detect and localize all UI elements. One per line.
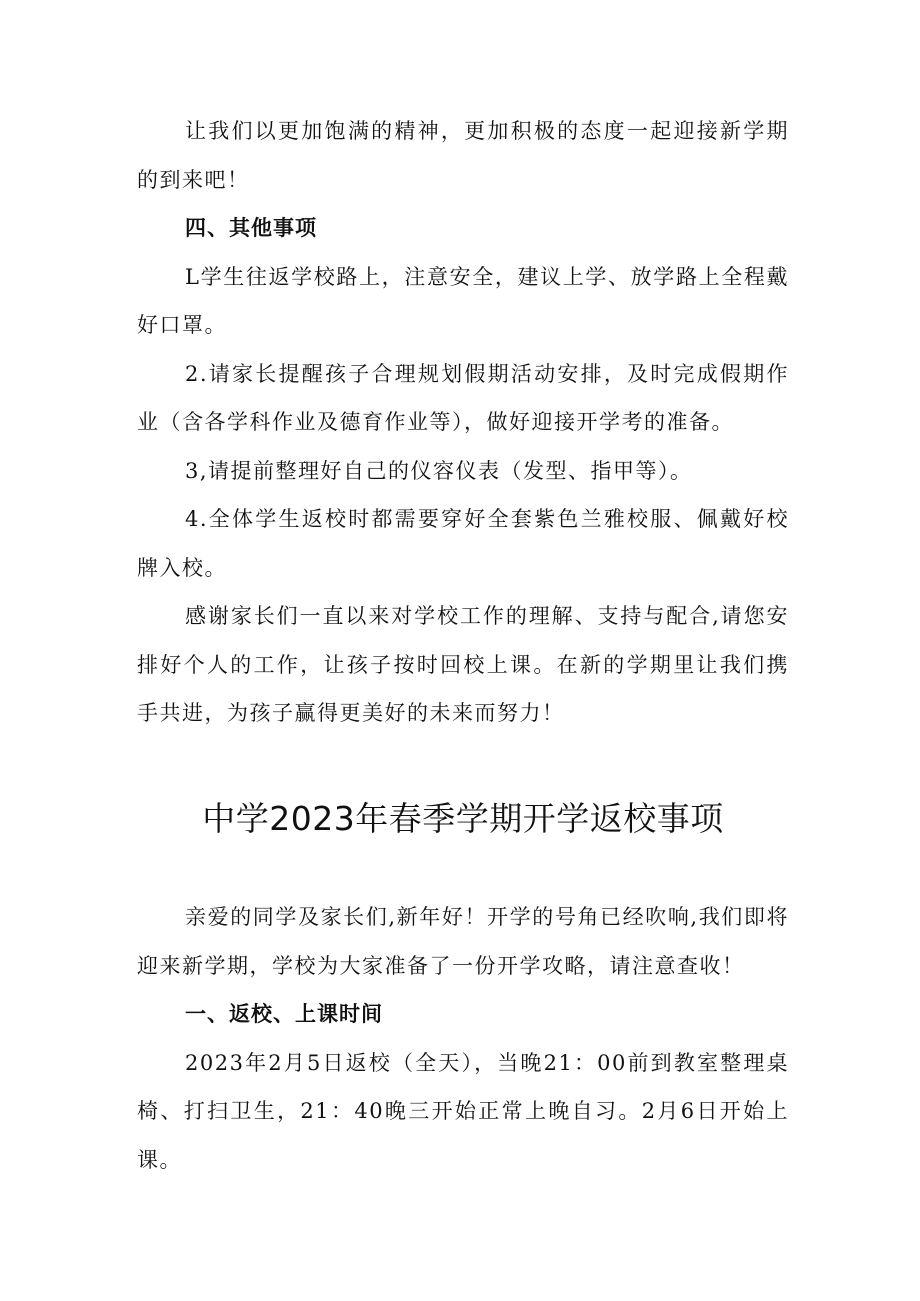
item-2-homework: 2.请家长提醒孩子合理规划假期活动安排，及时完成假期作业（含各学科作业及德育作业等），做好迎接开学考的准备。: [137, 361, 789, 434]
greeting-paragraph: 亲爱的同学及家长们,新年好！开学的号角已经吹响,我们即将迎来新学期，学校为大家准备了一份开学攻略，请注意查收！: [137, 905, 789, 978]
thanks-paragraph: 感谢家长们一直以来对学校工作的理解、支持与配合,请您安排好个人的工作，让孩子按时回校上课。在新的学期里让我们携手共进，为孩子赢得更美好的未来而努力！: [137, 604, 789, 725]
schedule-paragraph: 2023年2月5日返校（全天），当晚21：00前到教室整理桌椅、打扫卫生，21：40晚三开始正常上晚自习。2月6日开始上课。: [137, 1050, 789, 1172]
previous-document-tail: [137, 107, 789, 738]
item-4-uniform: 4.全体学生返校时都需要穿好全套紫色兰雅校服、佩戴好校牌入校。: [137, 507, 789, 580]
item-3-appearance: 3,请提前整理好自己的仪容仪表（发型、指甲等）。: [185, 458, 693, 483]
section-heading-return-schedule: 一、返校、上课时间: [185, 1002, 383, 1026]
new-document-body: [137, 893, 789, 1184]
section-heading-other-matters: 四、其他事项: [185, 216, 317, 240]
closing-paragraph: 让我们以更加饱满的精神，更加积极的态度一起迎接新学期的到来吧！: [137, 119, 789, 192]
document-title: 中学2023年春季学期开学返校事项: [202, 799, 724, 838]
item-1-safety: L学生往返学校路上，注意安全，建议上学、放学路上全程戴好口罩。: [137, 264, 789, 337]
